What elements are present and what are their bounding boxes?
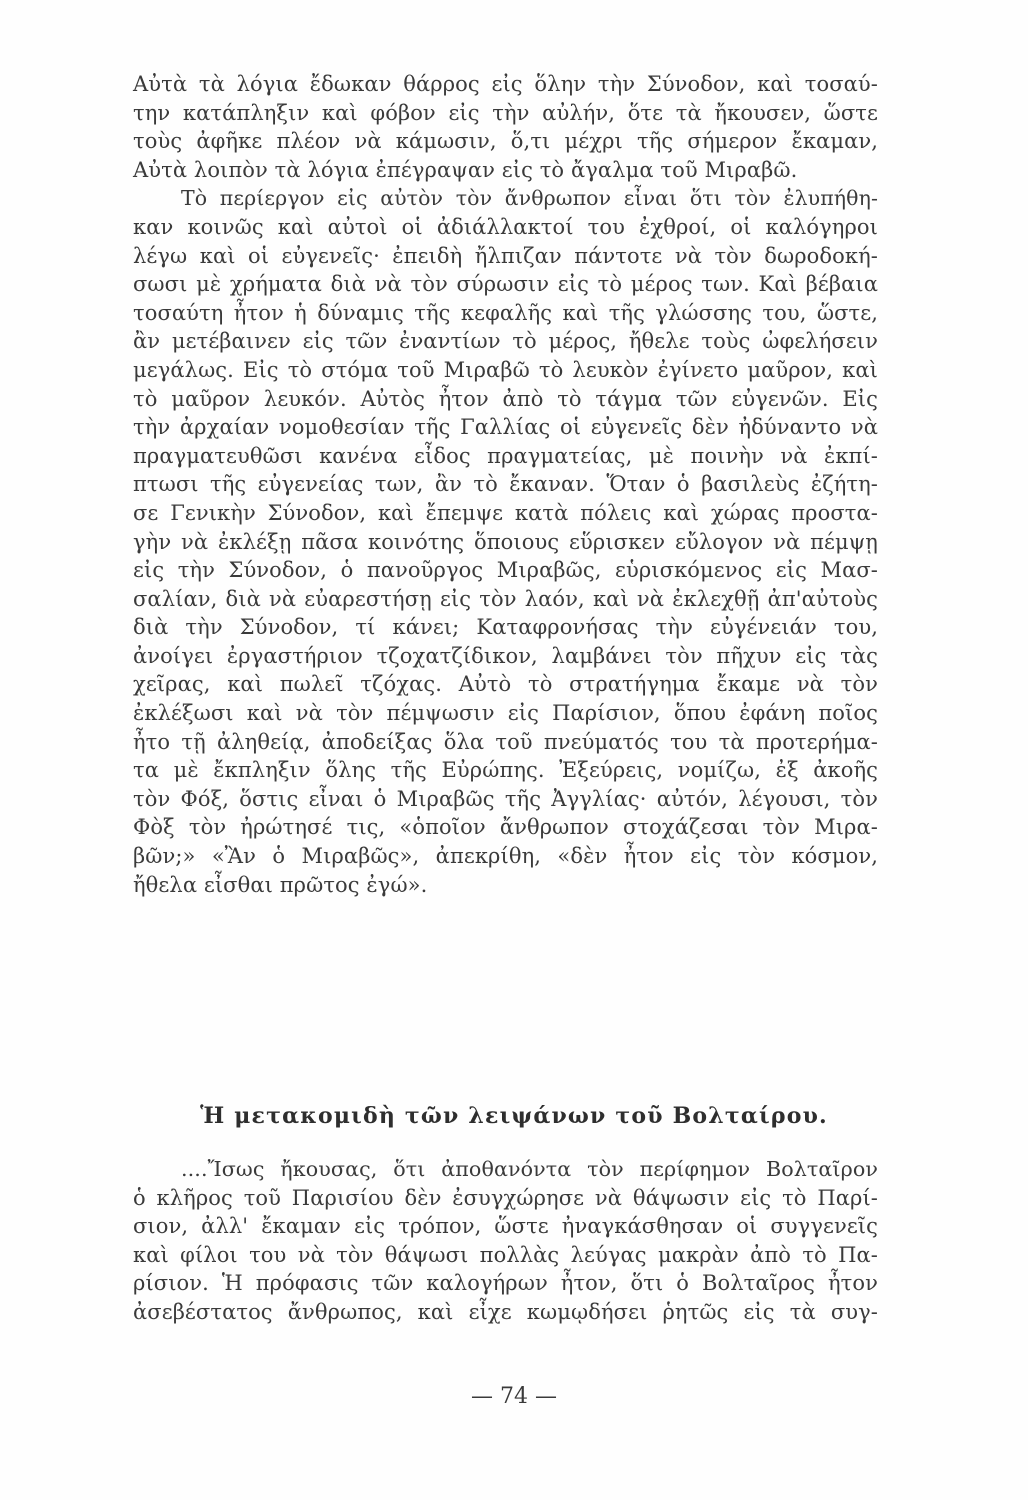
text-line: Αὐτὰ λοιπὸν τὰ λόγια ἐπέγραψαν εἰς τὸ ἄγαλμα τοῦ Μιραβῶ. bbox=[133, 157, 798, 182]
page-number: — 74 — bbox=[471, 1384, 557, 1409]
text-line: πτωσι τῆς εὐγενείας των, ἂν τὸ ἔκαναν. Ὅταν ὁ βασιλεὺς ἐζήτη- bbox=[133, 472, 878, 497]
paragraph-2 bbox=[133, 184, 878, 899]
text-line: Φὸξ τὸν ἠρώτησέ τις, «ὁποῖον ἄνθρωπον στοχάζεσαι τὸν Μιρα- bbox=[133, 815, 878, 840]
section-heading: Ἡ μετακομιδὴ τῶν λειψάνων τοῦ Βολταίρου. bbox=[200, 1103, 828, 1129]
text-line: ....Ἴσως ἤκουσας, ὅτι ἀποθανόντα τὸν περίφημον Βολταῖρον bbox=[181, 1157, 878, 1181]
text-line: τοὺς ἀφῆκε πλέον νὰ κάμωσιν, ὅ,τι μέχρι τῆς σήμερον ἔκαμαν, bbox=[133, 129, 878, 154]
text-line: χεῖρας, καὶ πωλεῖ τζόχας. Αὐτὸ τὸ στρατήγημα ἔκαμε νὰ τὸν bbox=[133, 672, 878, 697]
text-line: τὸ μαῦρον λευκόν. Αὐτὸς ἦτον ἀπὸ τὸ τάγμα τῶν εὐγενῶν. Εἰς bbox=[133, 386, 878, 411]
text-line: σιον, ἀλλ' ἔκαμαν εἰς τρόπον, ὥστε ἠναγκάσθησαν οἱ συγγενεῖς bbox=[133, 1214, 878, 1239]
text-line: εἰς τὴν Σύνοδον, ὁ πανοῦργος Μιραβῶς, εὑρισκόμενος εἰς Μασ- bbox=[133, 558, 878, 583]
text-line: ἀνοίγει ἐργαστήριον τζοχατζίδικον, λαμβάνει τὸν πῆχυν εἰς τὰς bbox=[133, 643, 878, 668]
text-line: σε Γενικὴν Σύνοδον, καὶ ἔπεμψε κατὰ πόλεις καὶ χώρας προστα- bbox=[133, 500, 878, 525]
text-line: τοσαύτη ἦτον ἡ δύναμις τῆς κεφαλῆς καὶ τῆς γλώσσης του, ὥστε, bbox=[133, 300, 878, 325]
text-line: ὁ κλῆρος τοῦ Παρισίου δὲν ἐσυγχώρησε νὰ θάψωσιν εἰς τὸ Παρί- bbox=[133, 1185, 878, 1210]
text-line: λέγω καὶ οἱ εὐγενεῖς· ἐπειδὴ ἤλπιζαν πάντοτε νὰ τὸν δωροδοκή- bbox=[133, 243, 878, 268]
main-text-block bbox=[133, 70, 878, 899]
text-line: πραγματευθῶσι κανένα εἶδος πραγματείας, μὲ ποινὴν νὰ ἐκπί- bbox=[133, 443, 878, 468]
section-text-block bbox=[133, 1155, 878, 1327]
text-line: σωσι μὲ χρήματα διὰ νὰ τὸν σύρωσιν εἰς τὸ μέρος των. Καὶ βέβαια bbox=[133, 272, 878, 297]
text-line: τα μὲ ἔκπληξιν ὅλης τῆς Εὐρώπης. Ἐξεύρεις, νομίζω, ἐξ ἀκοῆς bbox=[133, 758, 878, 783]
text-line: ἦτο τῇ ἀληθείᾳ, ἀποδείξας ὅλα τοῦ πνεύματός του τὰ προτερήμα- bbox=[133, 729, 878, 754]
text-line: καν κοινῶς καὶ αὐτοὶ οἱ ἀδιάλλακτοί του ἐχθροί, οἱ καλόγηροι bbox=[133, 214, 878, 239]
paragraph-1 bbox=[133, 70, 878, 184]
text-line: ρίσιον. Ἡ πρόφασις τῶν καλογήρων ἦτον, ὅτι ὁ Βολταῖρος ἦτον bbox=[133, 1271, 878, 1296]
text-line: διὰ τὴν Σύνοδον, τί κάνει; Καταφρονήσας τὴν εὐγένειάν του, bbox=[133, 615, 878, 640]
text-line: ἀσεβέστατος ἄνθρωπος, καὶ εἶχε κωμῳδήσει ῥητῶς εἰς τὰ συγ- bbox=[133, 1299, 878, 1324]
text-line: ἤθελα εἶσθαι πρῶτος ἐγώ». bbox=[133, 872, 428, 897]
text-line: ἐκλέξωσι καὶ νὰ τὸν πέμψωσιν εἰς Παρίσιον, ὅπου ἐφάνη ποῖος bbox=[133, 701, 878, 726]
text-line: καὶ φίλοι του νὰ τὸν θάψωσι πολλὰς λεύγας μακρὰν ἀπὸ τὸ Πα- bbox=[133, 1242, 878, 1267]
text-line: Αὐτὰ τὰ λόγια ἔδωκαν θάρρος εἰς ὅλην τὴν Σύνοδον, καὶ τοσαύ- bbox=[133, 72, 878, 96]
text-line: τὸν Φόξ, ὅστις εἶναι ὁ Μιραβῶς τῆς Ἀγγλίας· αὐτόν, λέγουσι, τὸν bbox=[133, 786, 878, 811]
text-line: μεγάλως. Εἰς τὸ στόμα τοῦ Μιραβῶ τὸ λευκὸν ἐγίνετο μαῦρον, καὶ bbox=[133, 357, 878, 382]
text-line: ἂν μετέβαινεν εἰς τῶν ἐναντίων τὸ μέρος, ἤθελε τοὺς ὠφελήσειν bbox=[133, 329, 878, 354]
text-line: την κατάπληξιν καὶ φόβον εἰς τὴν αὐλήν, ὅτε τὰ ἤκουσεν, ὥστε bbox=[133, 100, 878, 125]
text-line: Τὸ περίεργον εἰς αὐτὸν τὸν ἄνθρωπον εἶναι ὅτι τὸν ἐλυπήθη- bbox=[181, 186, 878, 211]
text-line: σαλίαν, διὰ νὰ εὐαρεστήσῃ εἰς τὸν λαόν, καὶ νὰ ἐκλεχθῇ ἀπ'αὐτοὺς bbox=[133, 586, 878, 611]
paragraph-3 bbox=[133, 1155, 878, 1327]
text-line: γὴν νὰ ἐκλέξῃ πᾶσα κοινότης ὅποιους εὕρισκεν εὔλογον νὰ πέμψῃ bbox=[133, 529, 878, 554]
text-line: τὴν ἀρχαίαν νομοθεσίαν τῆς Γαλλίας οἱ εὐγενεῖς δὲν ἠδύναντο νὰ bbox=[133, 415, 878, 440]
text-line: βῶν;» «Ἂν ὁ Μιραβῶς», ἀπεκρίθη, «δὲν ἦτον εἰς τὸν κόσμον, bbox=[133, 844, 878, 869]
